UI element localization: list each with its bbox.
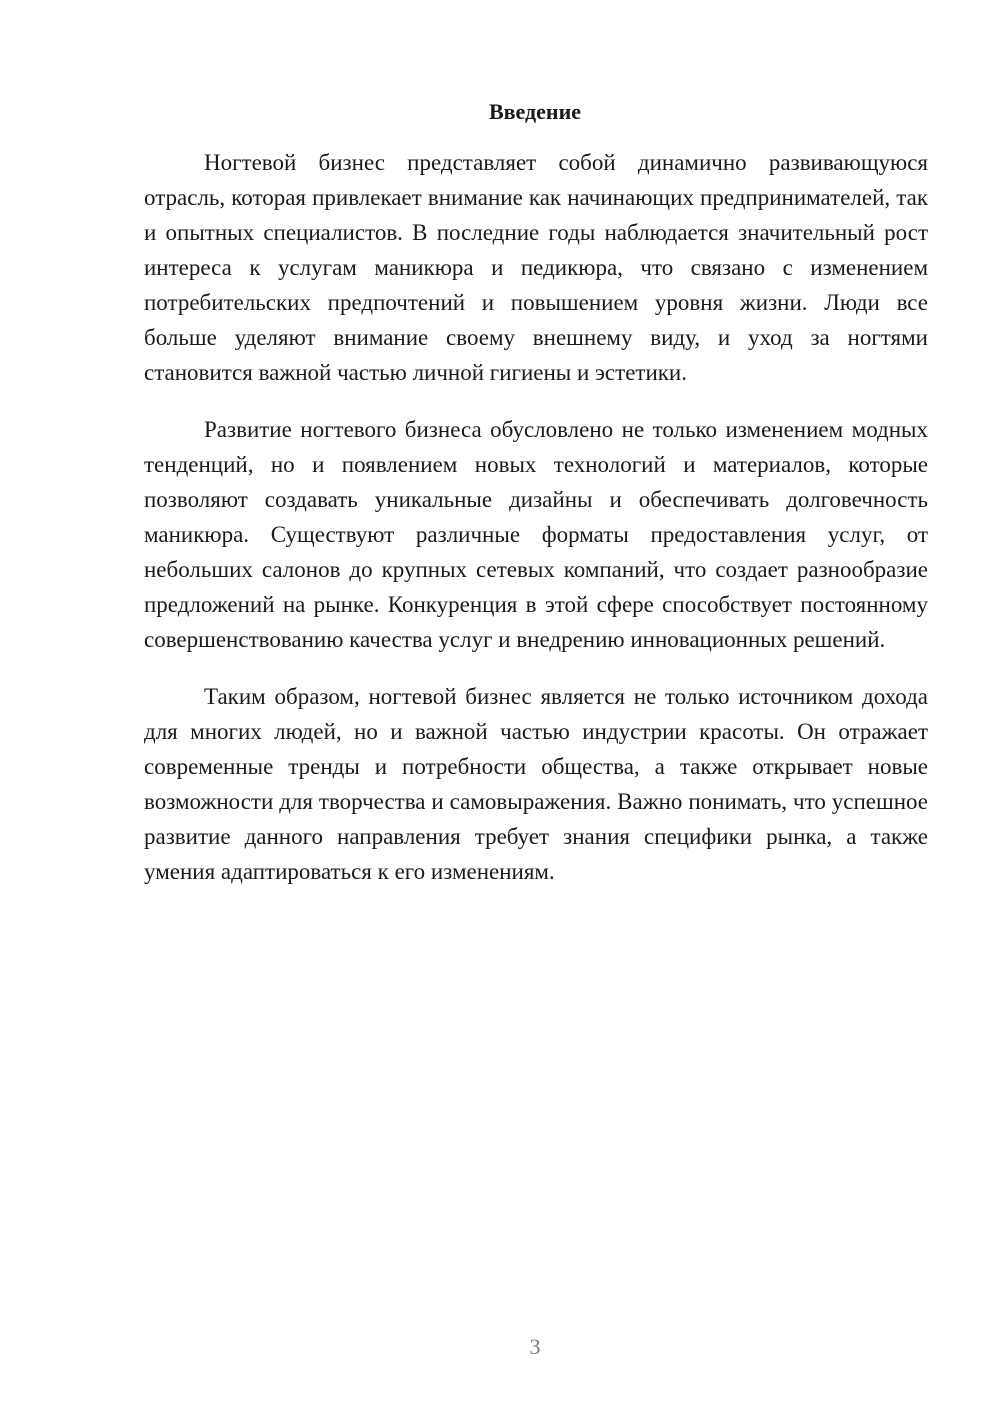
paragraph-3: Таким образом, ногтевой бизнес является не только источником дохода для многих людей, но и важной частью индустрии красоты. Он отражает современные тренды и потребности общества, а также открывает новые возможности для творчества и самовыражения. Важно понимать, что успешное развитие данного направления требует знания специфики рынка, а также умения адаптироваться к его изменениям. [144, 684, 928, 884]
body-text [144, 145, 928, 911]
page-number: 3 [529, 1334, 541, 1359]
paragraph-1: Ногтевой бизнес представляет собой динамично развивающуюся отрасль, которая привлекает внимание как начинающих предпринимателей, так и опытных специалистов. В последние годы наблюдается значительный рост интереса к услугам маникюра и педикюра, что связано с изменением потребительских предпочтений и повышением уровня жизни. Люди все больше уделяют внимание своему внешнему виду, и уход за ногтями становится важной частью личной гигиены и эстетики. [144, 150, 928, 385]
section-title: Введение [488, 99, 582, 124]
paragraph-2: Развитие ногтевого бизнеса обусловлено не только изменением модных тенденций, но и появлением новых технологий и материалов, которые позволяют создавать уникальные дизайны и обеспечивать долговечность маникюра. Существуют различные форматы предоставления услуг, от небольших салонов до крупных сетевых компаний, что создает разнообразие предложений на рынке. Конкуренция в этой сфере способствует постоянному совершенствованию качества услуг и внедрению инновационных решений. [144, 417, 928, 652]
